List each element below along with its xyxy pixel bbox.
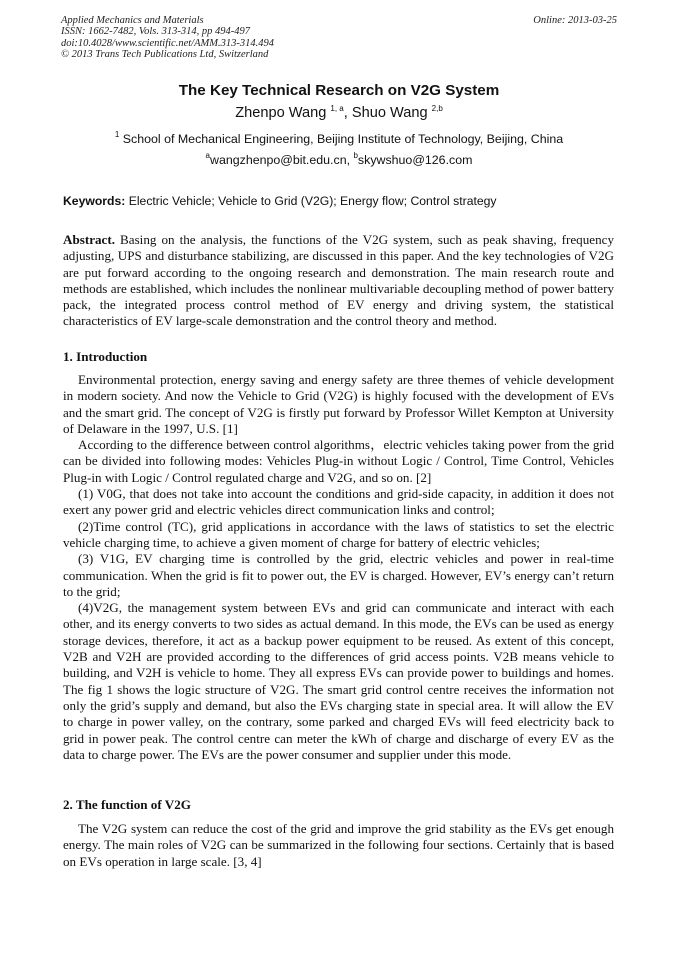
paragraph: Environmental protection, energy saving and energy safety are three themes of vehicle development in modern society. And now the Vehicle to Grid (V2G) is highly focused with the development of EVs and the smart grid. The concept of V2G is firstly put forward by Professor Willet Kempton at University of Delaware in the 1997, U.S. [1] [63, 372, 614, 436]
paragraph: According to the difference between control algorithms，electric vehicles taking power from the grid can be divided into following modes: Vehicles Plug-in without Logic / Control, Time Control, Vehicles Plug-in with Logic / Control regulated charge and V2G, and so on. [2] [63, 437, 614, 485]
journal-copyright: © 2013 Trans Tech Publications Ltd, Switzerland [61, 49, 269, 61]
paragraph: (3) V1G, EV charging time is controlled by the grid, electric vehicles and power in real-time communication. When the grid is fit to power out, the EV is charged. However, EV’s energy can’t return to the grid; [63, 551, 614, 599]
author-name: Shuo Wang [351, 105, 432, 121]
author-line [0, 104, 678, 121]
paper-title: The Key Technical Research on V2G System [178, 82, 500, 99]
keywords-label: Keywords: [63, 194, 126, 208]
section-introduction [63, 372, 614, 763]
email-mark: b [353, 151, 358, 160]
author-affiliation-mark: 2,b [431, 104, 443, 113]
abstract-label: Abstract. [63, 232, 115, 247]
email-link[interactable]: wangzhenpo@bit.edu.cn, [210, 153, 354, 167]
section-function [63, 821, 614, 870]
keywords [63, 194, 497, 208]
paragraph: (1) V0G, that does not take into account the conditions and grid-side capacity, in addition it does not exert any power grid and electric vehicles direct communication links and control; [63, 486, 614, 518]
author-separator: , [343, 105, 352, 121]
online-date: Online: 2013-03-25 [533, 15, 617, 26]
journal-doi: doi:10.4028/www.scientific.net/AMM.313-314.494 [61, 37, 274, 49]
abstract-text: Basing on the analysis, the functions of the V2G system, such as peak shaving, frequency adjusting, UPS and disturbance stabilizing, are discussed in this paper. And the key technologies of V2G are put forward according to the ongoing research and demonstration. The main research route and methods are established, which includes the nonlinear multivariable decoupling method of power battery pack, the integrated process control method of EV energy and driving system, the statistical characteristics of EV large-scale demonstration and the control theory and method. [63, 232, 614, 329]
affiliation-mark: 1 [114, 130, 120, 139]
affiliation-text: School of Mechanical Engineering, Beijing Institute of Technology, Beijing, China [119, 132, 564, 146]
abstract [63, 232, 614, 330]
email-link[interactable]: skywshuo@126.com [357, 153, 473, 167]
journal-issn: ISSN: 1662-7482, Vols. 313-314, pp 494-497 [61, 26, 250, 38]
author-affiliation-mark: 1, a [330, 104, 344, 113]
section-heading-introduction: 1. Introduction [63, 349, 148, 364]
author-name: Zhenpo Wang [235, 105, 331, 121]
email-mark: a [205, 151, 210, 160]
paragraph: (2)Time control (TC), grid applications in accordance with the laws of statistics to set the electric vehicle charging time, to achieve a given moment of charge for battery of electric vehicles; [63, 518, 614, 550]
author-emails [0, 151, 678, 167]
affiliation [0, 130, 678, 146]
journal-name: Applied Mechanics and Materials [61, 15, 204, 26]
section-heading-function: 2. The function of V2G [63, 797, 191, 812]
keywords-text: Electric Vehicle; Vehicle to Grid (V2G); Energy flow; Control strategy [125, 194, 497, 208]
paragraph: (4)V2G, the management system between EVs and grid can communicate and interact with each other, and its energy converts to two sides as actual demand. In this mode, the EVs can be used as energy storage devices, therefore, it act as a backup power equipment to be reused. As extent of this concept, V2B and V2H are provided according to the differences of grid access points. V2B means vehicle to building, and V2H is vehicle to home. They all express EVs can provide power to buildings and homes. The fig 1 shows the logic structure of V2G. The smart grid control centre receives the information not only the grid’s supply and demand, but also the EVs charging state in special area. It will allow the EV to charge in power valley, on the contrary, some parked and charged EVs will feed electricity back to grid in power peak. The control centre can meter the kWh of charge and discharge of every EV as the data to charge power. The EVs are the power consumer and supplier under this mode. [63, 600, 614, 762]
paragraph: The V2G system can reduce the cost of the grid and improve the grid stability as the EVs get enough energy. The main roles of V2G can be summarized in the following four sections. Certainly that is based on EVs operation in large scale. [3, 4] [63, 821, 614, 869]
journal-header [61, 15, 617, 61]
